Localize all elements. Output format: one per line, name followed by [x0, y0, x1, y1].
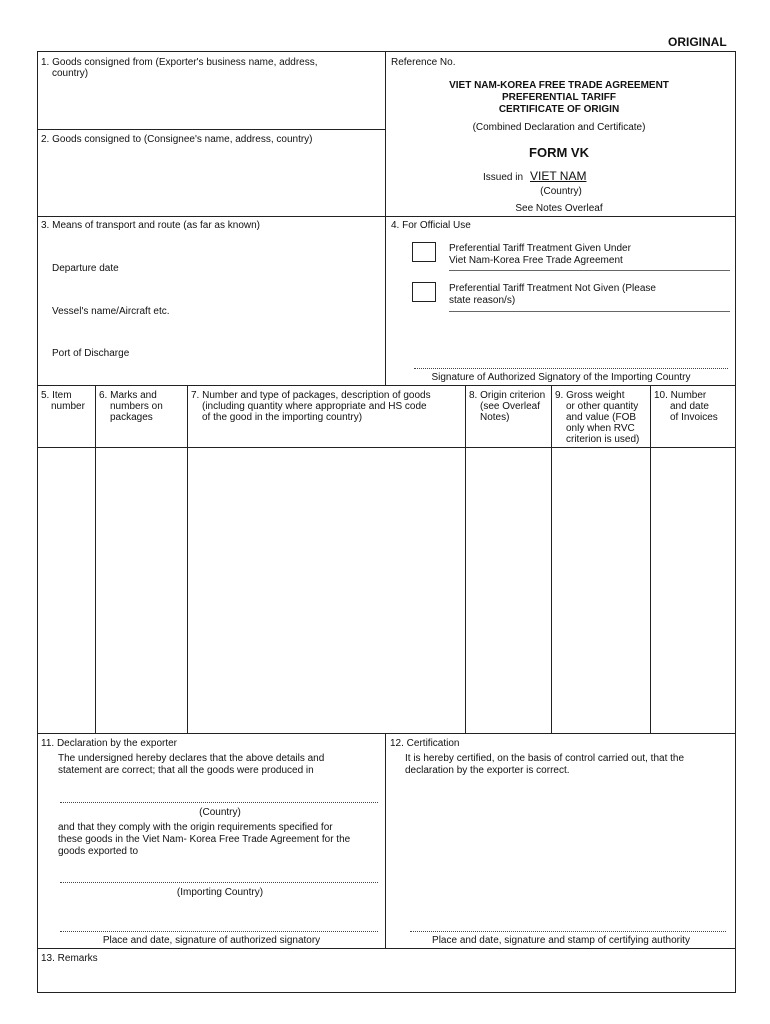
item-number-field[interactable]: [38, 448, 94, 732]
treatment-given-checkbox[interactable]: [412, 242, 436, 262]
treatment-not-given-underline: [449, 311, 730, 312]
col5-line2: number: [51, 401, 85, 412]
divider-box11: [37, 733, 736, 734]
vessel-label: Vessel's name/Aircraft etc.: [52, 306, 170, 317]
box1-label: 1. Goods consigned from (Exporter's business name, address,: [41, 57, 318, 68]
col6-line2: numbers on: [110, 401, 163, 412]
divider-columns-header: [37, 385, 736, 386]
importing-signature-caption: Signature of Authorized Signatory of the Importing Country: [431, 372, 691, 383]
importing-country-line[interactable]: [60, 882, 378, 883]
col9-line4: only when RVC: [566, 423, 635, 434]
departure-date-label: Departure date: [52, 263, 119, 274]
country-caption-box11: (Country): [199, 807, 241, 818]
form-name: FORM VK: [529, 145, 589, 160]
divider-box1-box2: [37, 129, 385, 130]
box11-text2: statement are correct; that all the goods were produced in: [58, 765, 314, 776]
exporter-field[interactable]: [40, 82, 382, 126]
box12-text1: It is hereby certified, on the basis of control carried out, that the: [405, 753, 685, 764]
divider-box11-12: [385, 733, 386, 948]
col10-line3: of Invoices: [670, 412, 718, 423]
agreement-title: VIET NAM-KOREA FREE TRADE AGREEMENT: [449, 80, 669, 91]
issued-in-country[interactable]: VIET NAM: [530, 169, 587, 183]
col7-line2: (including quantity where appropriate and HS code: [202, 401, 427, 412]
box13-label: 13. Remarks: [41, 953, 98, 964]
invoice-field[interactable]: [651, 448, 735, 732]
original-label: ORIGINAL: [668, 35, 727, 49]
treatment-given-line2: Viet Nam-Korea Free Trade Agreement: [449, 255, 623, 266]
description-field[interactable]: [188, 448, 464, 732]
box12-label: 12. Certification: [390, 738, 460, 749]
divider-box3: [37, 216, 736, 217]
gross-weight-field[interactable]: [552, 448, 649, 732]
preferential-tariff-title: PREFERENTIAL TARIFF: [501, 92, 617, 103]
port-of-discharge-label: Port of Discharge: [52, 348, 130, 359]
certifying-signatory-caption: Place and date, signature and stamp of certifying authority: [432, 935, 690, 946]
col9-line5: criterion is used): [566, 434, 640, 445]
col10-line1: 10. Number: [654, 390, 707, 401]
col8-line1: 8. Origin criterion: [469, 390, 546, 401]
exporter-signature-line[interactable]: [60, 931, 378, 932]
box11-label: 11. Declaration by the exporter: [41, 738, 178, 749]
consignee-field[interactable]: [40, 148, 382, 214]
treatment-given-line1: Preferential Tariff Treatment Given Under: [449, 243, 631, 254]
production-country-line[interactable]: [60, 802, 378, 803]
certificate-of-origin-title: CERTIFICATE OF ORIGIN: [498, 104, 620, 115]
box11-text5: goods exported to: [58, 846, 139, 857]
box3-label: 3. Means of transport and route (as far as known): [41, 220, 260, 231]
col8-line3: Notes): [480, 412, 510, 423]
box11-text4: these goods in the Viet Nam- Korea Free Trade Agreement for the: [58, 834, 351, 845]
issued-in-label: Issued in: [483, 172, 524, 183]
importing-country-caption: (Importing Country): [176, 887, 264, 898]
col9-line1: 9. Gross weight: [555, 390, 625, 401]
col6-line1: 6. Marks and: [99, 390, 157, 401]
marks-numbers-field[interactable]: [96, 448, 186, 732]
see-notes-overleaf: See Notes Overleaf: [515, 203, 603, 214]
origin-criterion-field[interactable]: [466, 448, 550, 732]
col10-line2: and date: [670, 401, 709, 412]
country-caption: (Country): [540, 186, 582, 197]
col7-line3: of the good in the importing country): [202, 412, 363, 423]
treatment-not-given-line2: state reason/s): [449, 295, 516, 306]
col6-line3: packages: [110, 412, 153, 423]
remarks-field[interactable]: [40, 966, 732, 990]
reference-label: Reference No.: [391, 57, 456, 68]
box11-text1: The undersigned hereby declares that the above details and: [58, 753, 325, 764]
box12-text2: declaration by the exporter is correct.: [405, 765, 570, 776]
certifying-signature-line[interactable]: [410, 931, 726, 932]
combined-declaration-subtitle: (Combined Declaration and Certificate): [472, 122, 646, 133]
treatment-given-underline: [449, 270, 730, 271]
box1-label-cont: country): [52, 68, 89, 79]
col9-line2: or other quantity: [566, 401, 639, 412]
treatment-not-given-checkbox[interactable]: [412, 282, 436, 302]
col9-line3: and value (FOB: [566, 412, 637, 423]
importing-signature-line: [414, 368, 728, 369]
col5-line1: 5. Item: [41, 390, 72, 401]
col7-line1: 7. Number and type of packages, description of goods: [191, 390, 431, 401]
box11-text3: and that they comply with the origin requirements specified for: [58, 822, 333, 833]
box4-label: 4. For Official Use: [391, 220, 471, 231]
divider-box13: [37, 948, 736, 949]
box2-label: 2. Goods consigned to (Consignee's name, address, country): [41, 134, 313, 145]
exporter-signatory-caption: Place and date, signature of authorized signatory: [102, 935, 321, 946]
col8-line2: (see Overleaf: [480, 401, 541, 412]
treatment-not-given-line1: Preferential Tariff Treatment Not Given (Please: [449, 283, 656, 294]
